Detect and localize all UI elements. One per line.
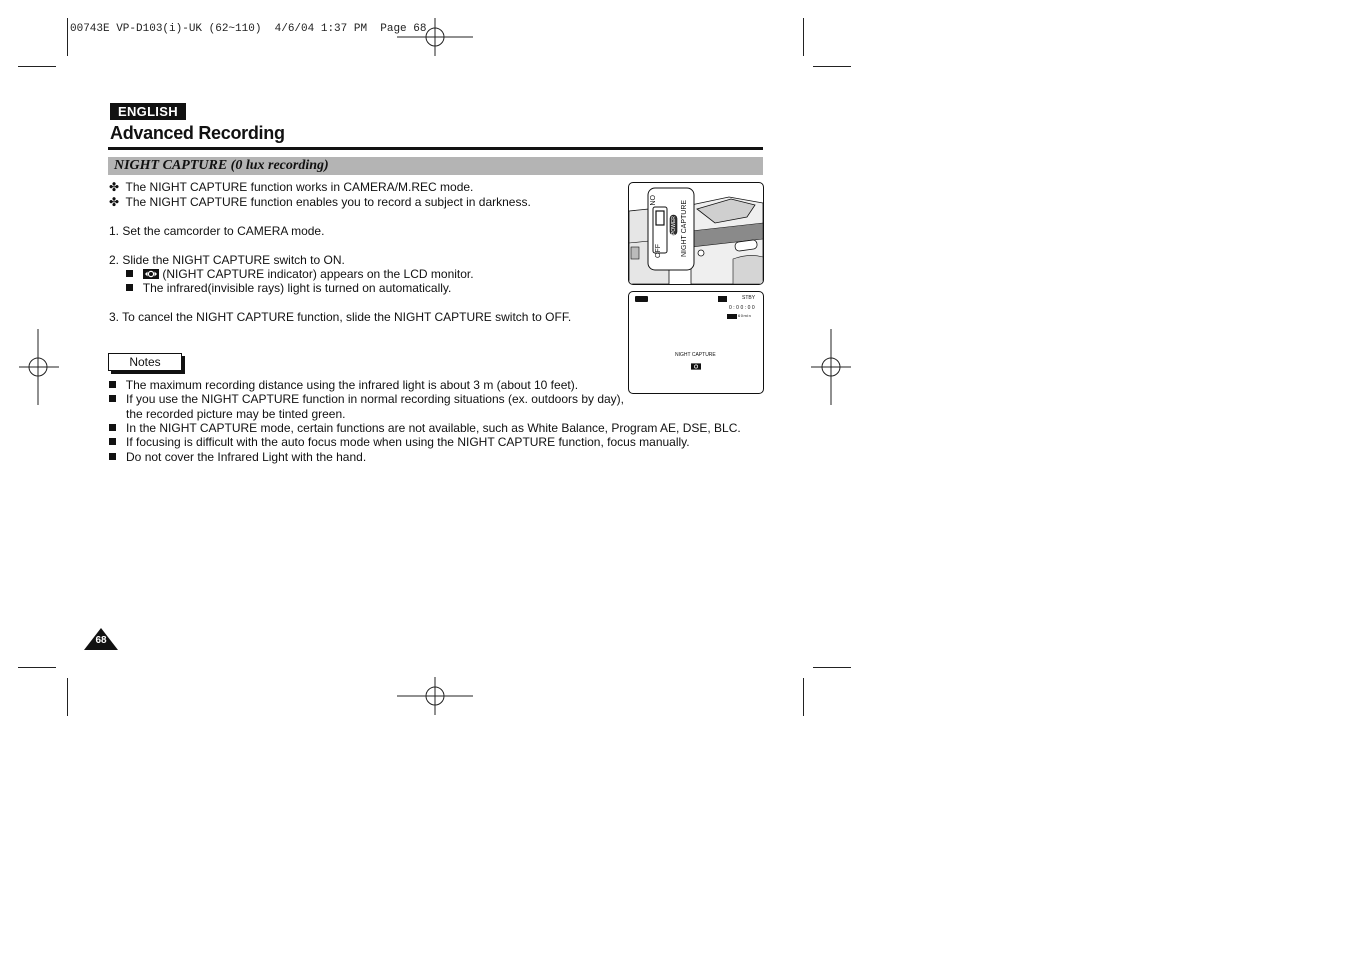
step-1: 1. Set the camcorder to CAMERA mode. [109, 224, 325, 238]
square-bullet-icon [126, 284, 133, 291]
square-bullet-icon [109, 395, 116, 402]
note-item [109, 421, 741, 435]
title-rule [108, 147, 763, 150]
stby-label: STBY [742, 295, 756, 301]
night-capture-switch-label: NIGHT CAPTURE [681, 199, 688, 257]
section-title: NIGHT CAPTURE (0 lux recording) [114, 158, 329, 173]
cross-bullet-icon: ✤ [109, 195, 120, 209]
page-number: 68 [95, 635, 107, 646]
square-bullet-icon [109, 381, 116, 388]
step-2-sub-2 [126, 281, 451, 295]
print-header: 00743E VP-D103(i)-UK (62~110) 4/6/04 1:37 PM Page 68 [70, 23, 427, 35]
square-bullet-icon [109, 424, 116, 431]
night-capture-indicator-icon [143, 269, 159, 279]
step-3: 3. To cancel the NIGHT CAPTURE function, slide the NIGHT CAPTURE switch to OFF. [109, 310, 572, 324]
switch-off-label: OFF [655, 244, 662, 258]
crop-mark [803, 678, 804, 716]
note-text: The maximum recording distance using the infrared light is about 3 m (about 10 feet). [125, 378, 579, 392]
step-2: 2. Slide the NIGHT CAPTURE switch to ON. [109, 253, 345, 267]
cross-bullet-icon: ✤ [109, 180, 120, 194]
crop-mark [813, 667, 851, 668]
step-2-sub-1-text: (NIGHT CAPTURE indicator) appears on the LCD monitor. [162, 267, 474, 281]
crop-mark [18, 66, 56, 67]
note-text: If you use the NIGHT CAPTURE function in normal recording situations (ex. outdoors by day), [126, 392, 625, 406]
night-capture-indicator-icon [691, 363, 701, 370]
crop-mark [803, 18, 804, 56]
night-capture-mode-text: NIGHT CAPTURE [675, 352, 716, 358]
lcd-monitor-figure [628, 291, 764, 394]
step-2-sub-1 [126, 267, 474, 281]
note-text: If focusing is difficult with the auto focus mode when using the NIGHT CAPTURE function, focus manually. [126, 435, 690, 449]
intro-text: The NIGHT CAPTURE function enables you to record a subject in darkness. [125, 195, 531, 209]
intro-text: The NIGHT CAPTURE function works in CAMERA/M.REC mode. [125, 180, 474, 194]
note-item [109, 378, 578, 392]
note-text: In the NIGHT CAPTURE mode, certain functions are not available, such as White Balance, Program AE, DSE, BLC. [126, 421, 741, 435]
page-number-badge [84, 628, 118, 650]
note-item [109, 450, 366, 464]
registration-mark-right [811, 329, 851, 405]
square-bullet-icon [126, 270, 133, 277]
note-text-continued: the recorded picture may be tinted green. [126, 407, 346, 421]
power-label: POWER [671, 216, 677, 235]
page-title: Advanced Recording [110, 123, 285, 143]
time-counter: 0:00:00 [729, 305, 757, 311]
square-bullet-icon [109, 438, 116, 445]
tape-icon [718, 296, 727, 302]
registration-mark-top [397, 18, 473, 56]
switch-on-label: ON [648, 195, 655, 206]
crop-mark [18, 667, 56, 668]
battery-icon [635, 296, 648, 302]
square-bullet-icon [109, 453, 116, 460]
registration-mark-bottom [397, 677, 473, 715]
crop-mark [67, 18, 68, 56]
step-2-sub-2-text: The infrared(invisible rays) light is turned on automatically. [142, 281, 452, 295]
notes-label: Notes [108, 353, 182, 371]
registration-mark-left [19, 329, 59, 405]
crop-mark [67, 678, 68, 716]
intro-item [109, 180, 473, 194]
remaining-time: 60min [738, 313, 752, 318]
note-item [109, 435, 690, 449]
language-tab: ENGLISH [110, 103, 186, 120]
intro-item [109, 195, 531, 209]
crop-mark [813, 66, 851, 67]
remaining-tape-bar [727, 314, 737, 319]
note-text: Do not cover the Infrared Light with the hand. [126, 450, 367, 464]
note-item [109, 392, 624, 406]
camcorder-switch-figure [628, 182, 764, 285]
